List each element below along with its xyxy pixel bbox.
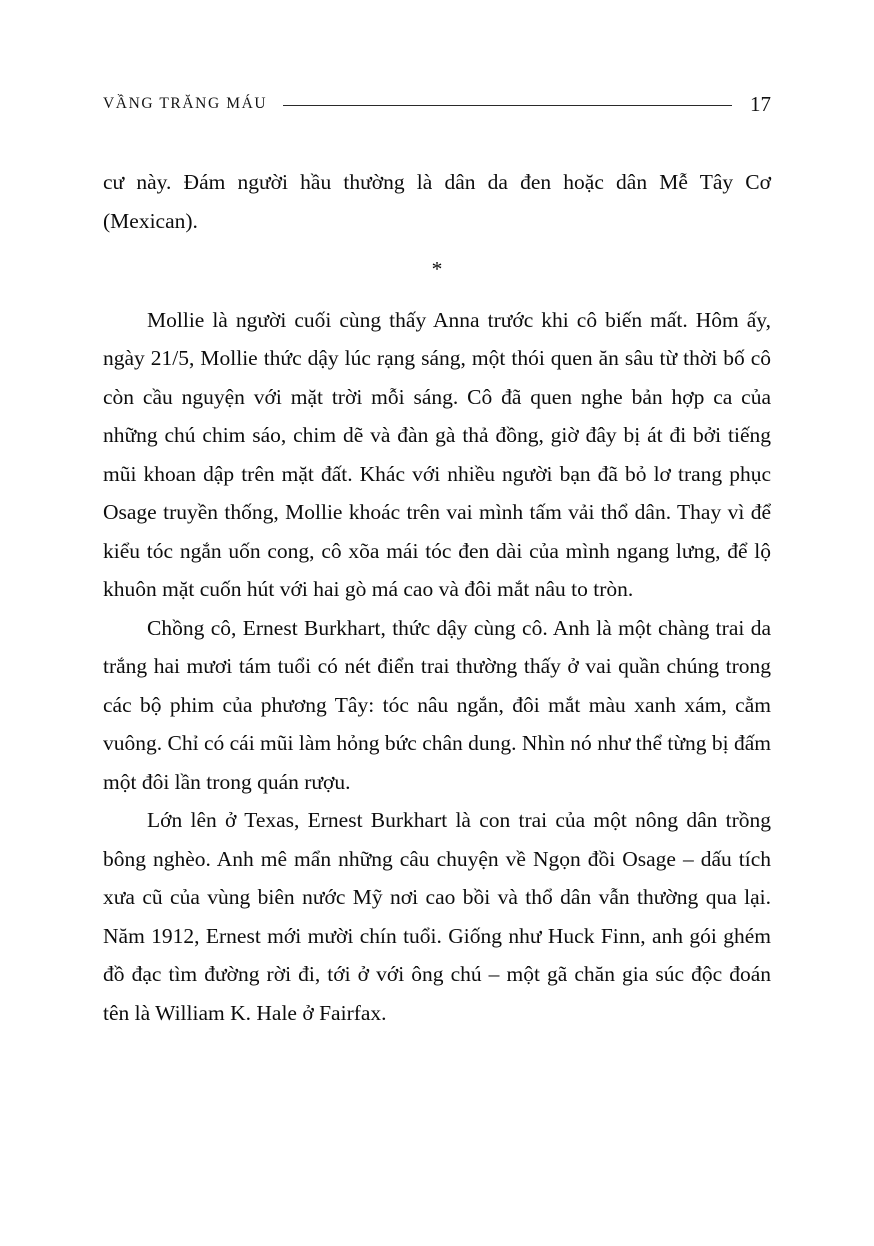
paragraph-ernest: Chồng cô, Ernest Burkhart, thức dậy cùng cô. Anh là một chàng trai da trắng hai mươi tám tuổi có nét điển trai thường thấy ở vai quần chúng trong các bộ phim của phương Tây: tóc nâu ngắn, đôi mắt màu xanh xám, cằm vuông. Chỉ có cái mũi làm hỏng bức chân dung. Nhìn nó như thể từng bị đấm một đôi lần trong quán rượu.	[103, 615, 771, 794]
paragraph-texas: Lớn lên ở Texas, Ernest Burkhart là con trai của một nông dân trồng bông nghèo. Anh mê mẩn những câu chuyện về Ngọn đồi Osage – dấu tích xưa cũ của vùng biên nước Mỹ nơi cao bồi và thổ dân vẫn thường qua lại. Năm 1912, Ernest mới mười chín tuổi. Giống như Huck Finn, anh gói ghém đồ đạc tìm đường rời đi, tới ở với ông chú – một gã chăn gia súc độc đoán tên là William K. Hale ở Fairfax.	[103, 808, 771, 1025]
section-separator: *	[431, 257, 443, 281]
paragraph-mollie: Mollie là người cuối cùng thấy Anna trước khi cô biến mất. Hôm ấy, ngày 21/5, Mollie thức dậy lúc rạng sáng, một thói quen ăn sâu từ thời bố cô còn cầu nguyện với mặt trời mỗi sáng. Cô đã quen nghe bản hợp ca của những chú chim sáo, chim dẽ và đàn gà thả đồng, giờ đây bị át đi bởi tiếng mũi khoan dập trên mặt đất. Khác với nhiều người bạn đã bỏ lơ trang phục Osage truyền thống, Mollie khoác trên vai mình tấm vải thổ dân. Thay vì để kiểu tóc ngắn uốn cong, cô xõa mái tóc đen dài của mình ngang lưng, để lộ khuôn mặt cuốn hút với hai gò má cao và đôi mắt nâu to tròn.	[103, 307, 771, 601]
page-header	[103, 92, 771, 116]
page-body	[103, 163, 771, 1032]
paragraph-continued: cư này. Đám người hầu thường là dân da đen hoặc dân Mễ Tây Cơ (Mexican).	[103, 170, 771, 233]
running-title: VẦNG TRĂNG MÁU	[103, 95, 268, 112]
header-divider	[283, 105, 732, 106]
page-number: 17	[750, 91, 771, 116]
